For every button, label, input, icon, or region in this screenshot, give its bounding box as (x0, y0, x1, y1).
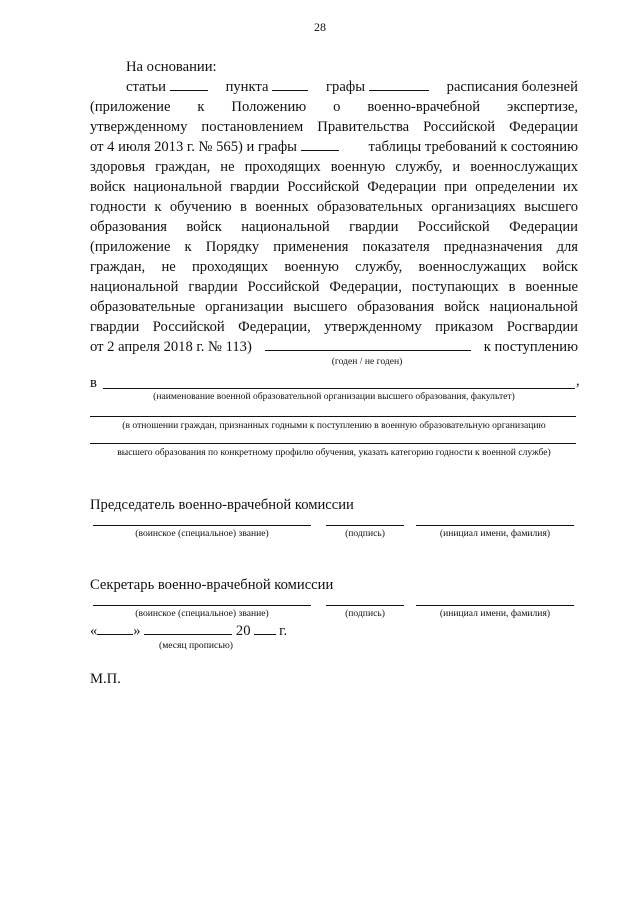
year-suffix: г. (279, 623, 288, 639)
chairman-name-line[interactable] (416, 525, 574, 526)
blank-article[interactable] (170, 78, 208, 91)
caption-month: (месяц прописью) (159, 640, 233, 651)
blank-relation-1[interactable] (90, 416, 576, 417)
intro-text: На основании: (126, 59, 217, 75)
blank-column[interactable] (369, 78, 429, 91)
table-requirements: таблицы требований к состоянию (368, 139, 578, 155)
body-line-6: граждан, не проходящих военную службу, военнослужащих войск (90, 259, 578, 275)
chairman-title: Председатель военно-врачебной комиссии (90, 497, 354, 513)
stamp-place: М.П. (90, 671, 121, 687)
word-grafy: графы (326, 79, 366, 95)
date-open-quote: « (90, 623, 98, 639)
paragraph-line-2: (приложение к Положению о военно-врачебной экспертизе, (90, 99, 578, 115)
blank-relation-2[interactable] (90, 443, 576, 444)
secretary-title: Секретарь военно-врачебной комиссии (90, 577, 334, 593)
chairman-name-caption: (инициал имени, фамилия) (439, 528, 551, 539)
date-close-quote: » (133, 623, 141, 639)
caption-fit: (годен / не годен) (331, 356, 403, 367)
blank-point[interactable] (272, 78, 308, 91)
secretary-sign-line[interactable] (326, 605, 404, 606)
prefix-v: в (90, 375, 97, 391)
body-line-9: гвардии Российской Федерации, утвержденному приказом Росгвардии (90, 319, 578, 335)
chairman-sign-caption: (подпись) (345, 528, 385, 539)
secretary-name-line[interactable] (416, 605, 574, 606)
body-line-1: здоровья граждан, не проходящих военную службу, и военнослужащих (90, 159, 578, 175)
chairman-rank-caption: (воинское (специальное) звание) (135, 528, 269, 539)
secretary-rank-caption: (воинское (специальное) звание) (135, 608, 269, 619)
blank-day[interactable] (97, 622, 133, 635)
paragraph-line-3: утвержденному постановлением Правительства Российской Федерации (90, 119, 578, 135)
word-statii: статьи (126, 79, 166, 95)
secretary-name-caption: (инициал имени, фамилия) (439, 608, 551, 619)
body-line-8: образовательные организации высшего образования войск национальной (90, 299, 578, 315)
secretary-rank-line[interactable] (93, 605, 311, 606)
caption-organization: (наименование военной образовательной организации высшего образования, факультет) (153, 391, 515, 402)
word-schedule: расписания болезней (446, 79, 578, 95)
caption-relation-1: (в отношении граждан, признанных годными к поступлению в военную образовательную организацию (122, 420, 546, 431)
body-line-3: годности к обучению в военных образовательных организациях высшего (90, 199, 578, 215)
paragraph-line-4 (90, 138, 578, 158)
word-admission: к поступлению (483, 339, 578, 355)
suffix-comma: , (576, 373, 580, 389)
blank-organization[interactable] (103, 388, 575, 389)
secretary-sign-caption: (подпись) (345, 608, 385, 619)
paragraph-last-line (90, 338, 578, 358)
chairman-sign-line[interactable] (326, 525, 404, 526)
body-line-2: войск национальной гвардии Российской Федерации при определении их (90, 179, 578, 195)
year-prefix: 20 (235, 623, 251, 639)
blank-table-column[interactable] (301, 138, 339, 151)
chairman-rank-line[interactable] (93, 525, 311, 526)
paragraph-line-1 (126, 78, 578, 98)
blank-month[interactable] (144, 622, 232, 635)
body-line-5: (приложение к Порядку применения показателя предназначения для (90, 239, 578, 255)
page-number: 28 (314, 20, 326, 34)
blank-fitness[interactable] (265, 338, 471, 351)
blank-year[interactable] (254, 622, 276, 635)
caption-relation-2: высшего образования по конкретному профилю обучения, указать категорию годности к военной службе) (117, 447, 551, 458)
decree-ref: от 4 июля 2013 г. № 565) и графы (90, 139, 297, 155)
date-line (90, 622, 287, 642)
body-line-7: национальной гвардии Российской Федерации, поступающих в военные (90, 279, 578, 295)
word-punkta: пункта (225, 79, 269, 95)
order-ref: от 2 апреля 2018 г. № 113) (90, 339, 252, 355)
body-line-4: образования войск национальной гвардии Российской Федерации (90, 219, 578, 235)
